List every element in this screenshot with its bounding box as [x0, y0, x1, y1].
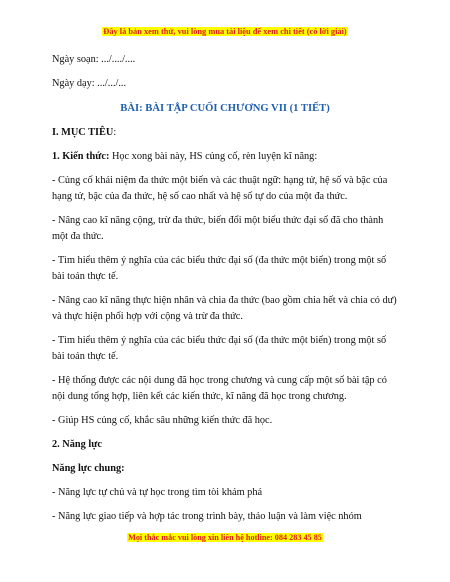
- knowledge-intro: Học xong bài này, HS củng cố, rèn luyện kĩ năng:: [111, 151, 318, 162]
- section-heading-objectives-text: I. MỤC TIÊU: [52, 127, 114, 138]
- knowledge-item: - Nâng cao kĩ năng thực hiện nhân và chia đa thức (bao gồm chia hết và chia có dư) và thực hiện phối hợp với cộng và trừ đa thức.: [52, 295, 397, 322]
- competence-item: - Năng lực giao tiếp và hợp tác trong trình bày, thảo luận và làm việc nhóm: [52, 511, 362, 522]
- preview-banner-text: Đây là bản xem thử, vui lòng mua tài liệu để xem chi tiết (có lời giải): [103, 27, 347, 36]
- section-heading-colon: :: [113, 127, 117, 138]
- preview-banner: [0, 27, 450, 36]
- teach-date: Ngày dạy: .../.../...: [52, 78, 127, 89]
- knowledge-item: - Tìm hiểu thêm ý nghĩa của các biểu thức đại số (đa thức một biến) trong một số bài toán thực tế.: [52, 335, 387, 362]
- knowledge-item: - Củng cố khái niệm đa thức một biến và các thuật ngữ: hạng tử, hệ số và bậc của hạng tử, bậc của đa thức, hệ số cao nhất và hệ số tự do của một đa thức.: [52, 175, 388, 202]
- general-competence-heading: Năng lực chung:: [52, 463, 125, 474]
- lesson-title: BÀI: BÀI TẬP CUỐI CHƯƠNG VII (1 TIẾT): [120, 103, 330, 114]
- knowledge-line: [52, 149, 398, 165]
- hotline-banner: [0, 533, 450, 542]
- knowledge-item: - Nâng cao kĩ năng cộng, trừ đa thức, biến đổi một biểu thức đại số đã cho thành một đa thức.: [52, 215, 384, 242]
- knowledge-item: - Hệ thống được các nội dung đã học trong chương và cung cấp một số bài tập có nội dung tổng hợp, liên kết các kiến thức, kĩ năng đã học trong chương.: [52, 375, 387, 402]
- knowledge-item: - Giúp HS củng cố, khắc sâu những kiến thức đã học.: [52, 415, 273, 426]
- knowledge-label: 1. Kiến thức:: [52, 151, 110, 162]
- hotline-banner-text: Mọi thắc mắc vui lòng xin liên hệ hotline: 084 283 45 85: [128, 533, 322, 542]
- prep-date: Ngày soạn: .../..../....: [52, 54, 136, 65]
- section-heading-objectives: [52, 125, 398, 141]
- competence-heading: 2. Năng lực: [52, 439, 102, 450]
- document-body: [52, 52, 398, 525]
- competence-item: - Năng lực tự chủ và tự học trong tìm tòi khám phá: [52, 487, 263, 498]
- knowledge-item: - Tìm hiểu thêm ý nghĩa của các biểu thức đại số (đa thức một biến) trong một số bài toán thực tế.: [52, 255, 387, 282]
